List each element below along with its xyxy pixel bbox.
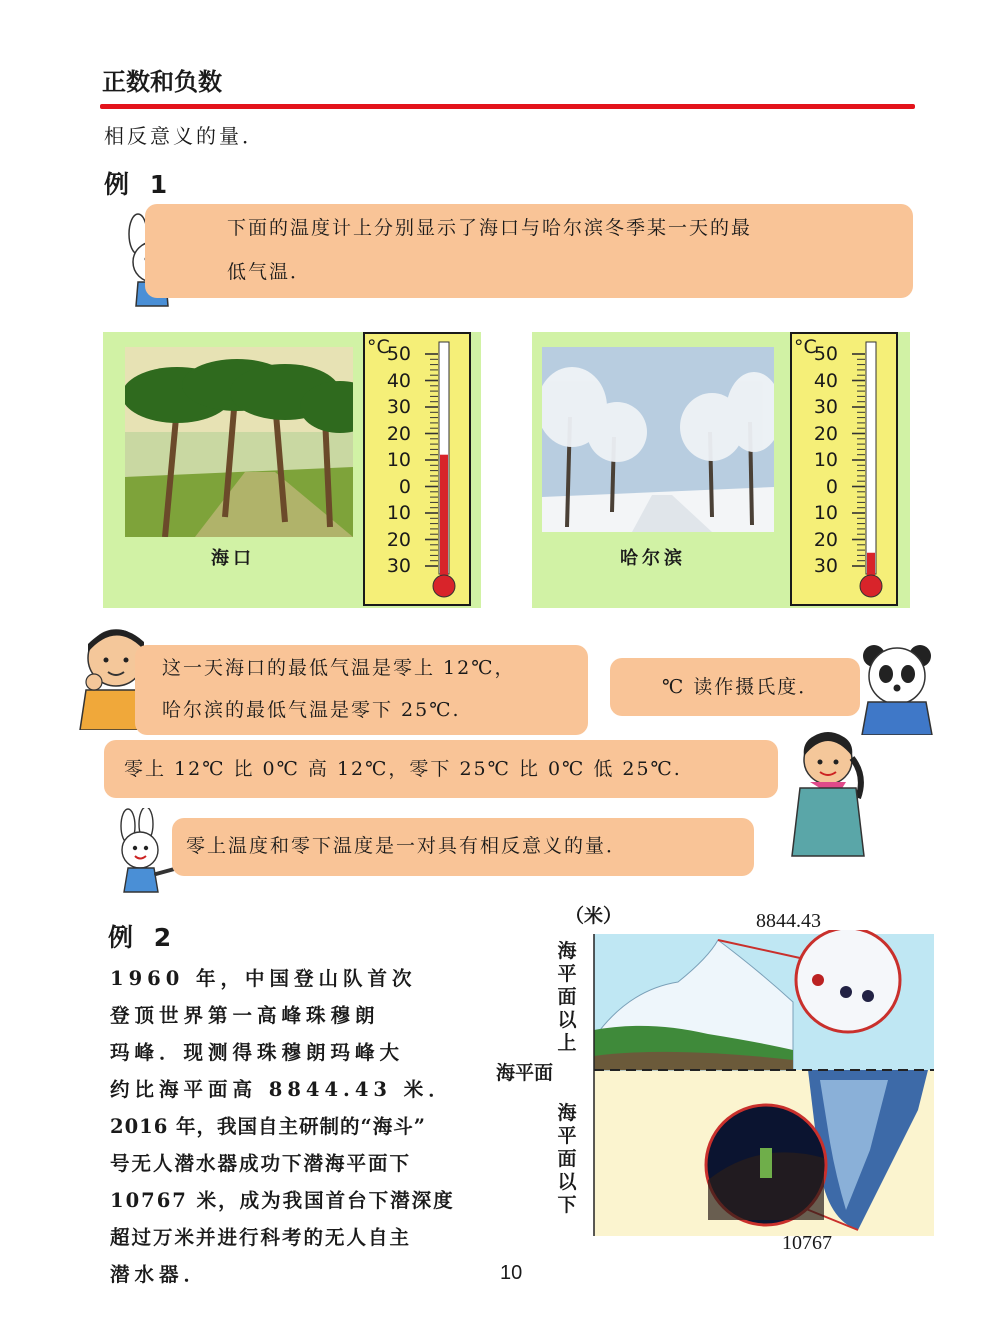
- panda-speech-bubble: [610, 658, 860, 716]
- mercury-column: [440, 455, 448, 580]
- girl-character-icon: [770, 728, 890, 863]
- conclusion-text: 零上温度和零下温度是一对具有相反意义的量．: [186, 835, 628, 857]
- harbin-caption: 哈尔滨: [620, 548, 686, 569]
- glass-tube: [866, 342, 876, 574]
- haikou-photo: [125, 347, 353, 537]
- example-2-line: 超过万米并进行科考的无人自主: [110, 1226, 412, 1249]
- below-sea-label: 海平面以下: [557, 1102, 577, 1216]
- prompt-line-2: 低气温．: [227, 261, 312, 283]
- thermometer-scale: [794, 334, 852, 604]
- example-1-prompt-bubble: [145, 204, 913, 298]
- panda-character-icon: [852, 640, 942, 735]
- tick-label: 30: [386, 555, 411, 577]
- example-2-line: 潜水器．: [110, 1263, 209, 1286]
- mercury-bulb: [860, 575, 882, 597]
- conclusion-bubble: [172, 818, 754, 876]
- boy-speech-line-2: 哈尔滨的最低气温是零下 25℃.: [162, 699, 461, 721]
- example-2-line: 登顶世界第一高峰珠穆朗: [110, 1004, 380, 1027]
- above-sea-label: 海平面以上: [557, 940, 577, 1054]
- header-divider: [100, 104, 915, 109]
- prompt-line-1: 下面的温度计上分别显示了海口与哈尔滨冬季某一天的最: [227, 217, 753, 239]
- tick-label: 0: [825, 475, 838, 498]
- haikou-panel: [103, 332, 481, 608]
- tick-label: 20: [386, 422, 411, 445]
- thermometer-scale: [367, 334, 425, 604]
- celsius-unit: °C: [794, 336, 817, 358]
- tick-label: 20: [386, 528, 411, 551]
- example-2-line: 号无人潜水器成功下潜海平面下: [110, 1152, 412, 1175]
- tick-label: 10: [386, 449, 411, 471]
- example-2-line: 2016 年，我国自主研制的“海斗”: [110, 1115, 426, 1138]
- harbin-photo: [542, 347, 774, 532]
- tick-label: 40: [386, 369, 411, 392]
- example-2-label: 例 2: [108, 923, 178, 952]
- harbin-panel: [532, 332, 910, 608]
- intro-text: 相反意义的量．: [104, 124, 265, 148]
- thermometer-tube: [852, 334, 896, 604]
- example-1-label: 例 1: [104, 170, 174, 199]
- example-2-text: [110, 960, 500, 1293]
- chapter-title: 正数和负数: [102, 68, 222, 96]
- tick-label: 30: [813, 555, 838, 577]
- tick-label: 50: [813, 343, 838, 365]
- comparison-text: 零上 12℃ 比 0℃ 高 12℃，零下 25℃ 比 0℃ 低 25℃.: [124, 758, 682, 780]
- thermometer-tube: [425, 334, 469, 604]
- haikou-caption: 海口: [211, 548, 255, 569]
- peak-value: 8844.43: [756, 910, 821, 932]
- page-number: 10: [500, 1262, 523, 1284]
- haikou-thermometer: [363, 332, 471, 606]
- tick-label: 20: [813, 422, 838, 445]
- tick-label: 0: [398, 475, 411, 498]
- tick-label: 30: [813, 396, 838, 418]
- celsius-unit: °C: [367, 336, 390, 358]
- boy-speech-line-1: 这一天海口的最低气温是零上 12℃，: [162, 657, 516, 679]
- sea-level-label: 海平面: [496, 1062, 554, 1084]
- tick-label: 10: [386, 502, 411, 524]
- comparison-bubble: [104, 740, 778, 798]
- example-2-line: 10767 米，成为我国首台下潜深度: [110, 1189, 455, 1212]
- diagram-unit: （米）: [565, 905, 623, 927]
- tick-label: 40: [813, 369, 838, 392]
- boy-speech-bubble: [135, 645, 588, 735]
- mercury-bulb: [433, 575, 455, 597]
- example-2-line: 1960 年，中国登山队首次: [110, 967, 417, 990]
- tick-label: 10: [813, 449, 838, 471]
- altitude-diagram: [588, 930, 938, 1240]
- depth-value: 10767: [782, 1232, 832, 1254]
- panda-speech: ℃ 读作摄氏度．: [662, 676, 820, 698]
- tick-label: 30: [386, 396, 411, 418]
- tick-label: 50: [386, 343, 411, 365]
- example-2-line: 约比海平面高 8844.43 米．: [110, 1078, 453, 1101]
- tick-label: 20: [813, 528, 838, 551]
- tick-label: 10: [813, 502, 838, 524]
- harbin-thermometer: [790, 332, 898, 606]
- example-2-line: 玛峰．现测得珠穆朗玛峰大: [110, 1041, 405, 1064]
